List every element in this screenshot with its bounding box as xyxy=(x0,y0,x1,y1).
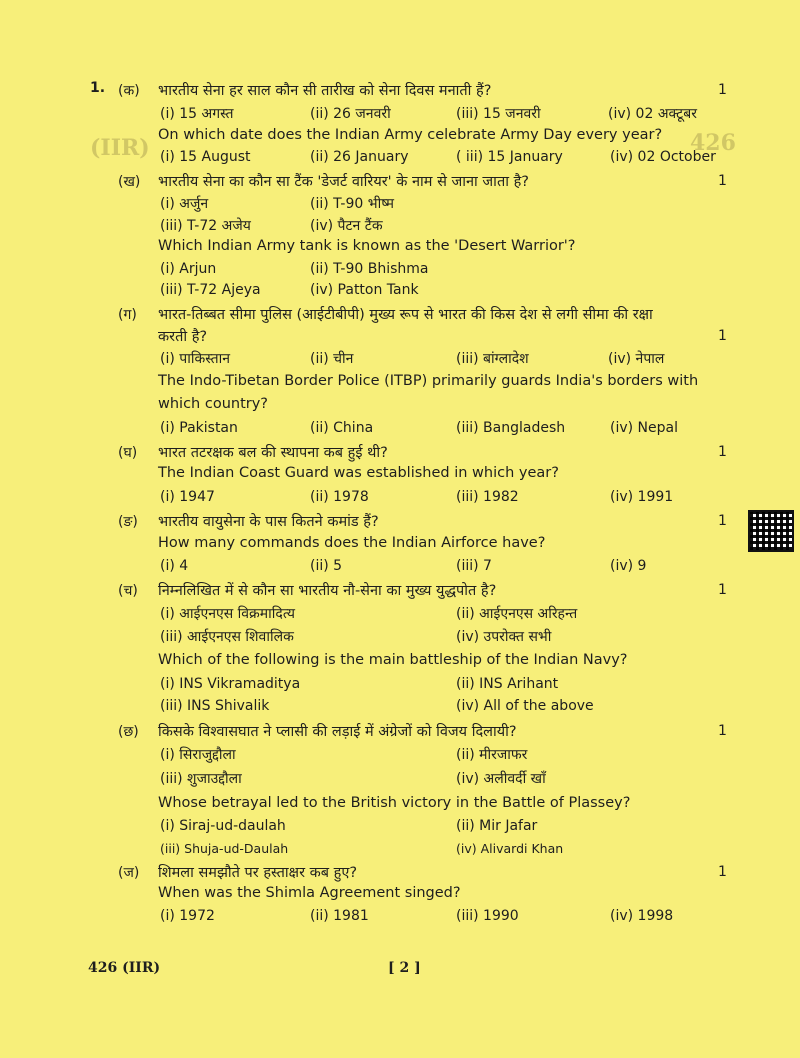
option: (iv) 9 xyxy=(610,558,647,574)
subq-gha-mark: 1 xyxy=(718,444,727,460)
subq-gha-label: (घ) xyxy=(118,445,138,461)
option: (iv) पैटन टैंक xyxy=(310,218,383,234)
option: (ii) INS Arihant xyxy=(456,676,559,692)
option: (iii) आईएनएस शिवालिक xyxy=(160,629,294,645)
option: (iv) अलीवर्दी खाँ xyxy=(456,771,546,787)
option: (ii) China xyxy=(310,420,374,436)
qr-code xyxy=(748,510,794,552)
option: (iii) T-72 Ajeya xyxy=(160,282,261,298)
bleed-through-mark: (IIR) xyxy=(90,135,150,161)
option: (ii) 26 January xyxy=(310,149,409,165)
option: (ii) 5 xyxy=(310,558,343,574)
subq-kha-mark: 1 xyxy=(718,173,727,189)
question-number: 1. xyxy=(90,80,106,96)
subq-gha-english: The Indian Coast Guard was established in which year? xyxy=(158,465,559,481)
option: (i) 1947 xyxy=(160,489,215,505)
option: (iii) INS Shivalik xyxy=(160,698,270,714)
subq-cha-hindi: निम्नलिखित में से कौन सा भारतीय नौ-सेना का मुख्य युद्धपोत है? xyxy=(158,583,497,599)
subq-ka-english: On which date does the Indian Army celebrate Army Day every year? xyxy=(158,127,663,143)
option: (i) आईएनएस विक्रमादित्य xyxy=(160,606,296,622)
option: (i) Arjun xyxy=(160,261,217,277)
option: (ii) 26 जनवरी xyxy=(310,106,391,122)
option: (i) सिराजुद्दौला xyxy=(160,747,236,763)
option: (i) पाकिस्तान xyxy=(160,351,231,367)
subq-gha-hindi: भारत तटरक्षक बल की स्थापना कब हुई थी? xyxy=(158,445,388,461)
option: (iv) 02 अक्टूबर xyxy=(608,106,697,122)
subq-ka-label: (क) xyxy=(118,83,140,99)
option: (i) INS Vikramaditya xyxy=(160,676,301,692)
option: (iv) उपरोक्त सभी xyxy=(456,629,552,645)
subq-ja-english: When was the Shimla Agreement singed? xyxy=(158,885,461,901)
option: (iii) T-72 अजेय xyxy=(160,218,251,234)
subq-ga-english-2: which country? xyxy=(158,396,268,412)
subq-ka-mark: 1 xyxy=(718,82,727,98)
option: (i) 1972 xyxy=(160,908,215,924)
option: (ii) 1978 xyxy=(310,489,369,505)
option: (ii) T-90 Bhishma xyxy=(310,261,429,277)
option: (i) 4 xyxy=(160,558,189,574)
subq-kha-label: (ख) xyxy=(118,174,141,190)
option: (iv) 1998 xyxy=(610,908,674,924)
option: (i) 15 अगस्त xyxy=(160,106,234,122)
subq-chha-label: (छ) xyxy=(118,724,139,740)
subq-ga-hindi-1: भारत-तिब्बत सीमा पुलिस (आईटीबीपी) मुख्य रूप से भारत की किस देश से लगी सीमा की रक्षा xyxy=(158,307,653,323)
option: (iii) 1990 xyxy=(456,908,519,924)
bleed-through-mark: 426 xyxy=(690,130,736,156)
option: (iii) 1982 xyxy=(456,489,519,505)
subq-ja-mark: 1 xyxy=(718,864,727,880)
option: (i) Siraj-ud-daulah xyxy=(160,818,286,834)
option: (iii) 7 xyxy=(456,558,492,574)
subq-ja-label: (ज) xyxy=(118,865,140,881)
option: (iv) Patton Tank xyxy=(310,282,419,298)
option: (iv) Alivardi Khan xyxy=(456,841,564,856)
subq-nga-mark: 1 xyxy=(718,513,727,529)
subq-ga-label: (ग) xyxy=(118,307,137,323)
option: (iii) बांग्लादेश xyxy=(456,351,529,367)
subq-kha-english: Which Indian Army tank is known as the 'Desert Warrior'? xyxy=(158,238,576,254)
option: (iv) नेपाल xyxy=(608,351,665,367)
subq-nga-hindi: भारतीय वायुसेना के पास कितने कमांड हैं? xyxy=(158,514,379,530)
option: (ii) Mir Jafar xyxy=(456,818,538,834)
option: (iv) All of the above xyxy=(456,698,594,714)
option: (iii) Shuja-ud-Daulah xyxy=(160,841,289,856)
subq-kha-hindi: भारतीय सेना का कौन सा टैंक 'डेजर्ट वारियर' के नाम से जाना जाता है? xyxy=(158,174,529,190)
subq-ga-mark: 1 xyxy=(718,328,727,344)
option: (iii) 15 जनवरी xyxy=(456,106,541,122)
subq-ga-hindi-2: करती है? xyxy=(158,329,208,345)
option: (i) अर्जुन xyxy=(160,196,209,212)
option: (ii) T-90 भीष्म xyxy=(310,196,395,212)
option: (iv) 02 October xyxy=(610,149,716,165)
subq-nga-english: How many commands does the Indian Airforce have? xyxy=(158,535,546,551)
subq-ja-hindi: शिमला समझौते पर हस्ताक्षर कब हुए? xyxy=(158,865,358,881)
option: (iv) Nepal xyxy=(610,420,678,436)
subq-chha-english: Whose betrayal led to the British victory in the Battle of Plassey? xyxy=(158,795,631,811)
option: (ii) आईएनएस अरिहन्त xyxy=(456,606,578,622)
option: (iii) Bangladesh xyxy=(456,420,566,436)
option: (ii) 1981 xyxy=(310,908,369,924)
option: (ii) मीरजाफर xyxy=(456,747,528,763)
subq-chha-mark: 1 xyxy=(718,723,727,739)
subq-nga-label: (ङ) xyxy=(118,514,138,530)
option: (i) 15 August xyxy=(160,149,251,165)
option: ( iii) 15 January xyxy=(456,149,563,165)
subq-cha-label: (च) xyxy=(118,583,138,599)
option: (ii) चीन xyxy=(310,351,354,367)
subq-cha-mark: 1 xyxy=(718,582,727,598)
paper-code: 426 (IIR) xyxy=(88,960,161,976)
subq-ka-hindi: भारतीय सेना हर साल कौन सी तारीख को सेना दिवस मनाती हैं? xyxy=(158,83,492,99)
subq-cha-english: Which of the following is the main battleship of the Indian Navy? xyxy=(158,652,628,668)
option: (iv) 1991 xyxy=(610,489,674,505)
page-number: [ 2 ] xyxy=(388,960,421,976)
subq-chha-hindi: किसके विश्वासघात ने प्लासी की लड़ाई में अंग्रेजों को विजय दिलायी? xyxy=(158,724,517,740)
option: (iii) शुजाउद्दौला xyxy=(160,771,242,787)
subq-ga-english-1: The Indo-Tibetan Border Police (ITBP) primarily guards India's borders with xyxy=(158,373,699,389)
option: (i) Pakistan xyxy=(160,420,238,436)
